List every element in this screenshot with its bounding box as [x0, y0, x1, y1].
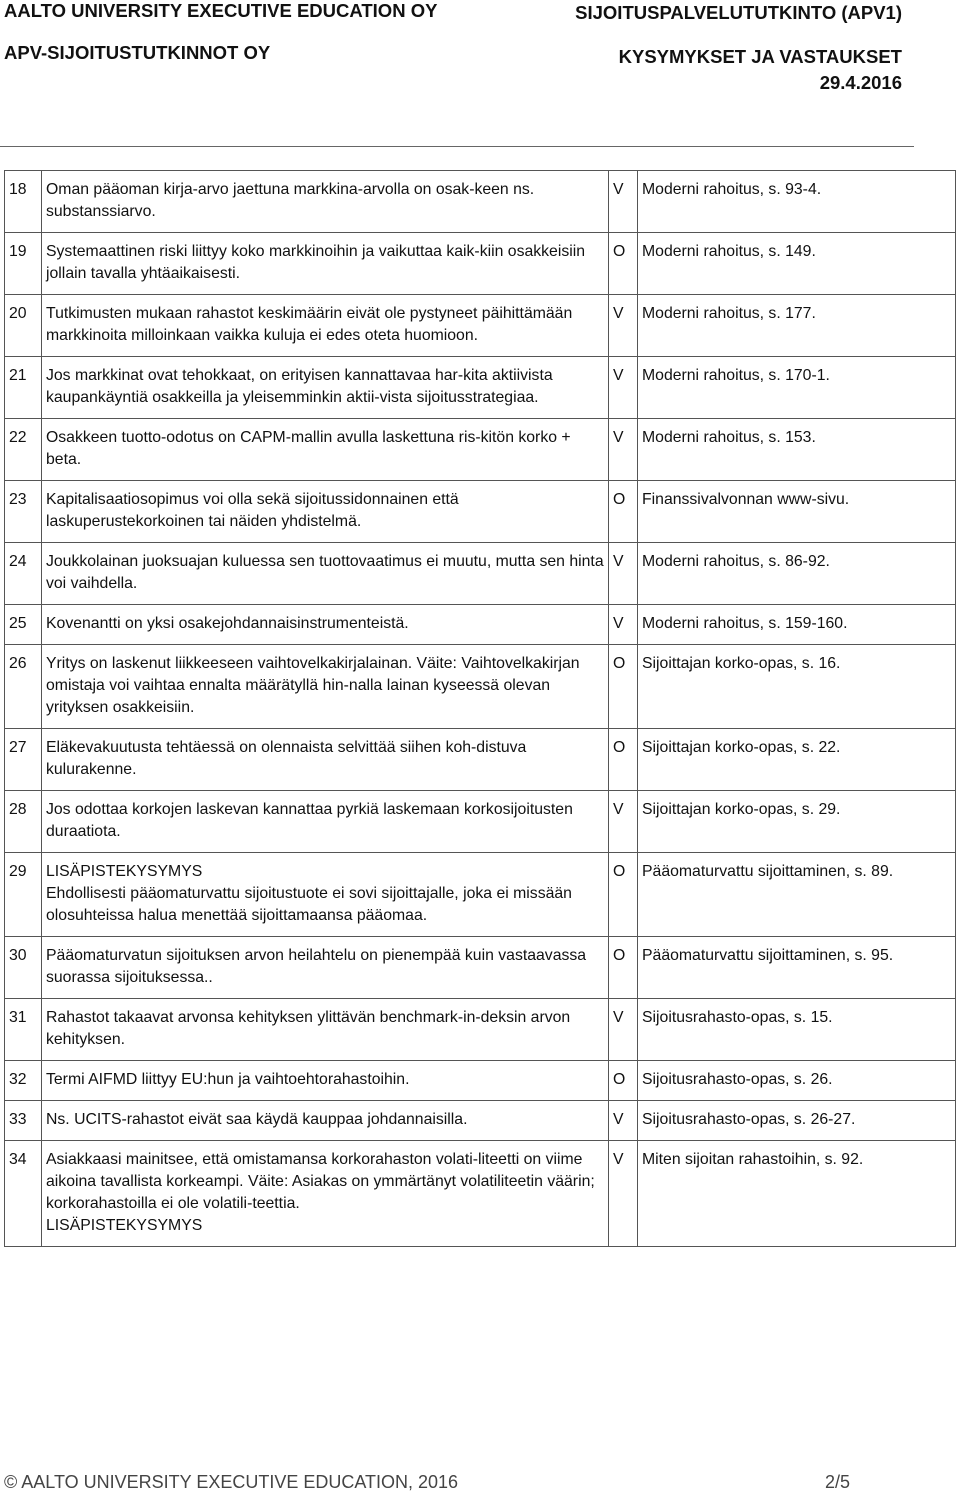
answer-cell: V: [609, 295, 638, 357]
table-row: [5, 729, 956, 791]
answer-cell: O: [609, 729, 638, 791]
question-cell: [42, 1061, 609, 1101]
bonus-question-label: LISÄPISTEKYSYMYS: [46, 1217, 203, 1234]
source-cell: Sijoitusrahasto-opas, s. 15.: [638, 999, 956, 1061]
question-cell: [42, 481, 609, 543]
question-cell: [42, 999, 609, 1061]
table-row: [5, 543, 956, 605]
question-number: 18: [5, 171, 42, 233]
answer-cell: O: [609, 645, 638, 729]
source-cell: Sijoitusrahasto-opas, s. 26.: [638, 1061, 956, 1101]
footer-copyright: © AALTO UNIVERSITY EXECUTIVE EDUCATION, 2016: [4, 1472, 459, 1492]
question-text: Kovenantti on yksi osakejohdannaisinstrumenteistä.: [46, 615, 409, 632]
question-text: Pääomaturvatun sijoituksen arvon heilahtelu on pienempää kuin vastaavassa suorassa sijoituksessa..: [46, 947, 587, 986]
answer-cell: V: [609, 791, 638, 853]
table-row: [5, 357, 956, 419]
question-text: Ehdollisesti pääomaturvattu sijoitustuote ei sovi sijoittajalle, joka ei missään olosuhteissa halua menettää sijoittamaansa pääomaa.: [46, 885, 572, 924]
source-cell: Sijoittajan korko-opas, s. 22.: [638, 729, 956, 791]
question-text: Yritys on laskenut liikkeeseen vaihtovelkakirjalainan. Väite: Vaihtovelkakirjan omistaja voi vaihtaa ennalta määrätyllä hin-nalla lainan kyseessä olevan yrityksen osakkeisiin.: [46, 655, 580, 716]
source-cell: Sijoittajan korko-opas, s. 29.: [638, 791, 956, 853]
question-text: Jos markkinat ovat tehokkaat, on erityisen kannattavaa har-kita aktiivista kaupankäyntiä osakkeilla ja yleisemminkin aktii-vista sijoitusstrategiaa.: [46, 367, 553, 406]
answer-cell: O: [609, 1061, 638, 1101]
source-cell: Sijoitusrahasto-opas, s. 26-27.: [638, 1101, 956, 1141]
question-number: 31: [5, 999, 42, 1061]
answer-cell: V: [609, 999, 638, 1061]
header-exam-title: SIJOITUSPALVELUTUTKINTO (APV1): [575, 2, 902, 23]
answer-cell: O: [609, 233, 638, 295]
header-suborganization: APV-SIJOITUSTUTKINNOT OY: [4, 42, 271, 63]
question-text: Systemaattinen riski liittyy koko markkinoihin ja vaikuttaa kaik-kiin osakkeisiin jollain tavalla yhtäaikaisesti.: [46, 243, 586, 282]
question-text: Ns. UCITS-rahastot eivät saa käydä kauppaa johdannaisilla.: [46, 1111, 468, 1128]
question-text: Eläkevakuutusta tehtäessä on olennaista selvittää siihen koh-distuva kulurakenne.: [46, 739, 527, 778]
question-text: Joukkolainan juoksuajan kuluessa sen tuottovaatimus ei muutu, mutta sen hinta voi vaihdella.: [46, 553, 604, 592]
question-text: Osakkeen tuotto-odotus on CAPM-mallin avulla laskettuna ris-kitön korko + beta.: [46, 429, 571, 468]
question-cell: [42, 853, 609, 937]
question-number: 20: [5, 295, 42, 357]
question-number: 19: [5, 233, 42, 295]
question-number: 23: [5, 481, 42, 543]
question-text: Oman pääoman kirja-arvo jaettuna markkina-arvolla on osak-keen ns. substanssiarvo.: [46, 181, 535, 220]
question-number: 30: [5, 937, 42, 999]
question-number: 24: [5, 543, 42, 605]
question-cell: [42, 605, 609, 645]
answer-cell: V: [609, 419, 638, 481]
question-text: Jos odottaa korkojen laskevan kannattaa pyrkiä laskemaan korkosijoitusten duraatiota.: [46, 801, 573, 840]
question-cell: [42, 1141, 609, 1247]
answer-cell: O: [609, 937, 638, 999]
table-row: [5, 481, 956, 543]
table-row: [5, 171, 956, 233]
source-cell: Moderni rahoitus, s. 86-92.: [638, 543, 956, 605]
answer-cell: V: [609, 605, 638, 645]
question-cell: [42, 295, 609, 357]
question-cell: [42, 791, 609, 853]
table-row: [5, 791, 956, 853]
header-doc-title: KYSYMYKSET JA VASTAUKSET: [618, 46, 902, 67]
question-cell: [42, 937, 609, 999]
question-cell: [42, 1101, 609, 1141]
table-row: [5, 1061, 956, 1101]
table-row: [5, 233, 956, 295]
answer-cell: V: [609, 1141, 638, 1247]
question-number: 32: [5, 1061, 42, 1101]
table-row: [5, 419, 956, 481]
answer-cell: V: [609, 1101, 638, 1141]
question-number: 29: [5, 853, 42, 937]
answer-cell: V: [609, 357, 638, 419]
question-number: 27: [5, 729, 42, 791]
question-number: 26: [5, 645, 42, 729]
question-text: Asiakkaasi mainitsee, että omistamansa korkorahaston volati-liteetti on viime aikoina tavallista korkeampi. Väite: Asiakas on ymmärtänyt volatiliteetin väärin; korkorahastoilla ei ole volatili-teettia.: [46, 1151, 595, 1212]
source-cell: Finanssivalvonnan www-sivu.: [638, 481, 956, 543]
header-organization: AALTO UNIVERSITY EXECUTIVE EDUCATION OY: [4, 0, 438, 21]
bonus-question-label: LISÄPISTEKYSYMYS: [46, 863, 203, 880]
question-cell: [42, 729, 609, 791]
source-cell: Miten sijoitan rahastoihin, s. 92.: [638, 1141, 956, 1247]
source-cell: Moderni rahoitus, s. 177.: [638, 295, 956, 357]
answer-cell: V: [609, 543, 638, 605]
answer-cell: O: [609, 853, 638, 937]
question-number: 22: [5, 419, 42, 481]
question-text: Tutkimusten mukaan rahastot keskimäärin eivät ole pystyneet päihittämään markkinoita milloinkaan vaikka kuluja ei edes oteta huomioon.: [46, 305, 573, 344]
question-cell: [42, 419, 609, 481]
header-divider: [0, 146, 914, 147]
question-number: 25: [5, 605, 42, 645]
question-text: Rahastot takaavat arvonsa kehityksen ylittävän benchmark-in-deksin arvon kehityksen.: [46, 1009, 571, 1048]
source-cell: Moderni rahoitus, s. 93-4.: [638, 171, 956, 233]
table-row: [5, 645, 956, 729]
source-cell: Moderni rahoitus, s. 170-1.: [638, 357, 956, 419]
question-number: 28: [5, 791, 42, 853]
table-row: [5, 937, 956, 999]
question-text: Kapitalisaatiosopimus voi olla sekä sijoitussidonnainen että laskuperustekorkoinen tai näiden yhdistelmä.: [46, 491, 459, 530]
answer-cell: O: [609, 481, 638, 543]
table-row: [5, 1141, 956, 1247]
question-cell: [42, 357, 609, 419]
question-number: 34: [5, 1141, 42, 1247]
table-row: [5, 999, 956, 1061]
table-row: [5, 853, 956, 937]
answer-cell: V: [609, 171, 638, 233]
question-cell: [42, 171, 609, 233]
source-cell: Sijoittajan korko-opas, s. 16.: [638, 645, 956, 729]
table-row: [5, 295, 956, 357]
source-cell: Pääomaturvattu sijoittaminen, s. 89.: [638, 853, 956, 937]
source-cell: Pääomaturvattu sijoittaminen, s. 95.: [638, 937, 956, 999]
header-date: 29.4.2016: [819, 72, 902, 93]
question-table: [4, 170, 956, 1247]
question-cell: [42, 543, 609, 605]
question-cell: [42, 645, 609, 729]
footer-page-number: 2/5: [824, 1472, 850, 1492]
source-cell: Moderni rahoitus, s. 159-160.: [638, 605, 956, 645]
table-row: [5, 1101, 956, 1141]
question-text: Termi AIFMD liittyy EU:hun ja vaihtoehtorahastoihin.: [46, 1071, 410, 1088]
table-row: [5, 605, 956, 645]
source-cell: Moderni rahoitus, s. 153.: [638, 419, 956, 481]
question-number: 21: [5, 357, 42, 419]
question-number: 33: [5, 1101, 42, 1141]
source-cell: Moderni rahoitus, s. 149.: [638, 233, 956, 295]
question-cell: [42, 233, 609, 295]
